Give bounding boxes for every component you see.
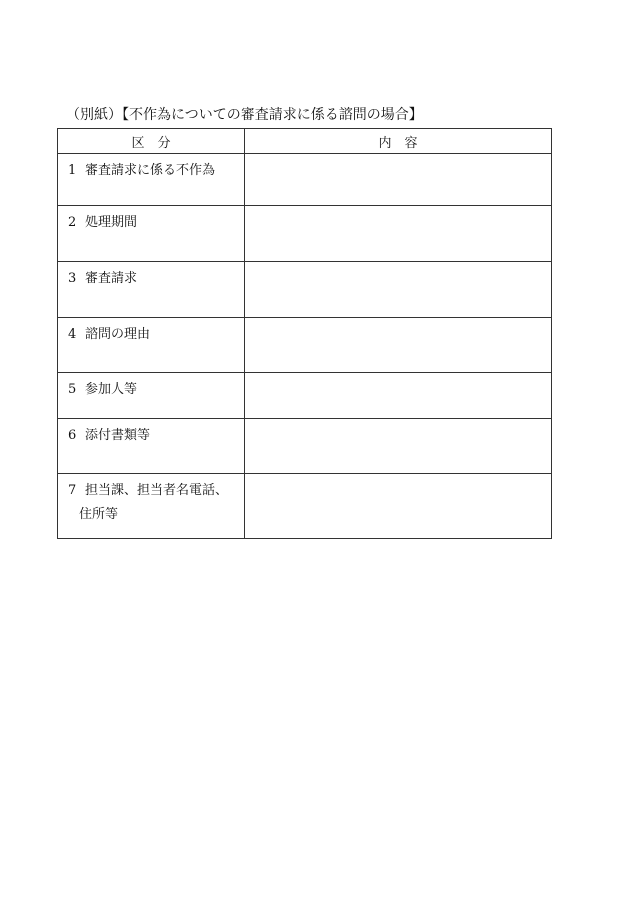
- header-content: 内 容: [245, 129, 552, 154]
- row-content-4[interactable]: [245, 318, 552, 373]
- row-number: 1: [68, 163, 77, 178]
- table-header-row: [58, 129, 552, 154]
- row-label: 処理期間: [85, 215, 138, 230]
- table-row: [58, 206, 552, 262]
- row-content-3[interactable]: [245, 262, 552, 318]
- row-number: 3: [68, 271, 77, 286]
- row-number: 4: [68, 327, 77, 342]
- row-label: 参加人等: [85, 382, 138, 397]
- row-label: 審査請求: [85, 271, 138, 286]
- row-content-2[interactable]: [245, 206, 552, 262]
- row-label: 諮問の理由: [85, 327, 151, 342]
- row-category-3: [58, 262, 245, 318]
- row-category-7: [58, 474, 245, 539]
- table-row: [58, 474, 552, 539]
- header-category: 区 分: [58, 129, 245, 154]
- row-number: 7: [68, 483, 77, 498]
- row-category-5: [58, 373, 245, 419]
- row-label: 添付書類等: [85, 428, 151, 443]
- row-content-1[interactable]: [245, 154, 552, 206]
- row-label-continued: 住所等: [79, 507, 119, 522]
- row-number: 5: [68, 382, 77, 397]
- row-number: 2: [68, 215, 77, 230]
- table-row: [58, 154, 552, 206]
- row-content-7[interactable]: [245, 474, 552, 539]
- row-label: 審査請求に係る不作為: [85, 163, 216, 178]
- table-row: [58, 318, 552, 373]
- row-content-6[interactable]: [245, 419, 552, 474]
- table-row: [58, 262, 552, 318]
- row-category-6: [58, 419, 245, 474]
- row-label: 担当課、担当者名電話、: [85, 483, 229, 498]
- row-category-2: [58, 206, 245, 262]
- row-number: 6: [68, 428, 77, 443]
- inquiry-form-table: [57, 128, 552, 539]
- row-category-1: [58, 154, 245, 206]
- row-content-5[interactable]: [245, 373, 552, 419]
- table-row: [58, 373, 552, 419]
- row-category-4: [58, 318, 245, 373]
- table-row: [58, 419, 552, 474]
- document-title: （別紙）【不作為についての審査請求に係る諮問の場合】: [66, 107, 423, 123]
